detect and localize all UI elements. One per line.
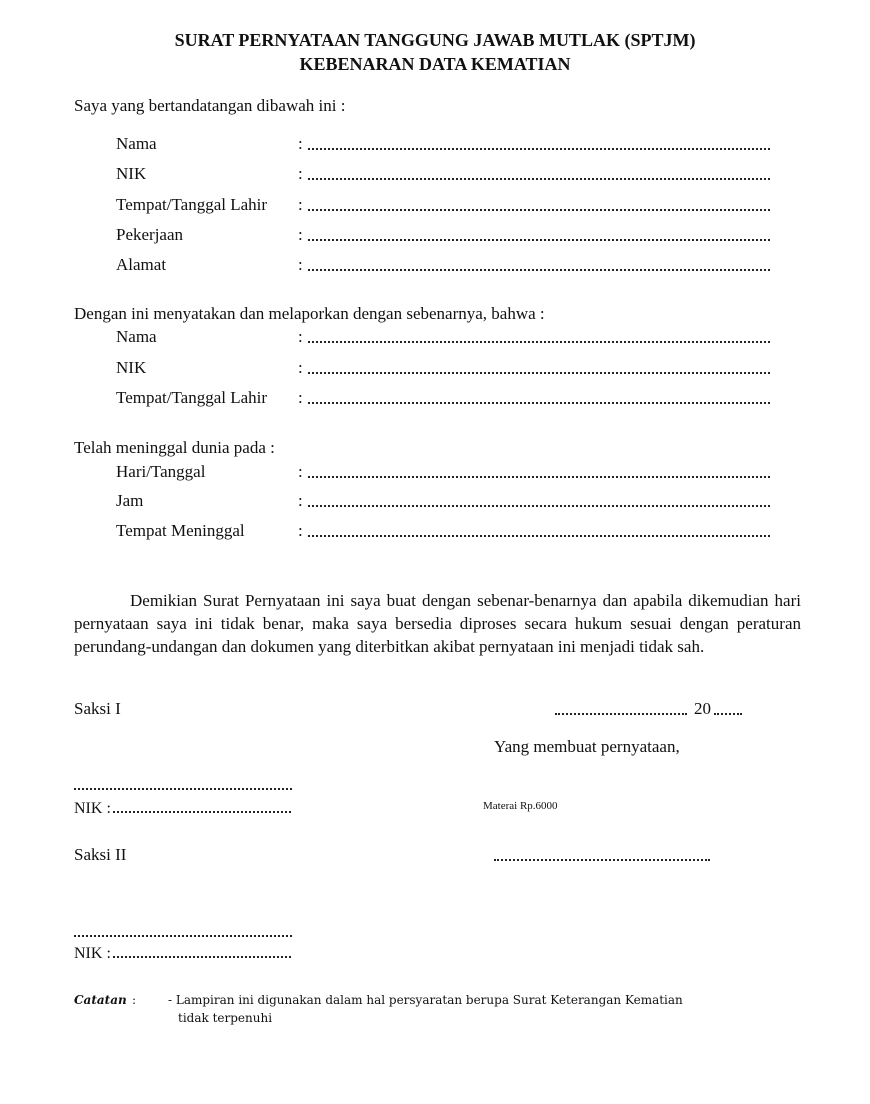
nik-label: NIK : [74, 800, 111, 817]
field-fill-line[interactable] [308, 176, 770, 180]
place-date-fill-line[interactable] [555, 711, 687, 715]
materai-label: Materai Rp.6000 [483, 800, 558, 812]
field-fill-line[interactable] [308, 370, 770, 374]
field-colon: : [298, 134, 303, 153]
field-fill-line[interactable] [308, 237, 770, 241]
field-label-nik: NIK [116, 358, 147, 377]
witness2-label: Saksi II [74, 845, 127, 864]
field-label-alamat: Alamat [116, 255, 167, 274]
field-label-hari-tanggal: Hari/Tanggal [116, 462, 206, 481]
note-line1: - Lampiran ini digunakan dalam hal persyaratan berupa Surat Keterangan Kematian [168, 993, 683, 1007]
field-label-nama: Nama [116, 327, 157, 346]
date-year: 20 [694, 699, 711, 718]
note-colon: : [132, 993, 137, 1007]
year-fill-line[interactable] [714, 711, 742, 715]
nik-fill-line[interactable] [113, 955, 291, 958]
field-fill-line[interactable] [308, 146, 770, 150]
field-fill-line[interactable] [308, 267, 770, 271]
field-colon: : [298, 462, 303, 481]
field-colon: : [298, 195, 303, 214]
section2-heading: Dengan ini menyatakan dan melaporkan dengan sebenarnya, bahwa : [74, 304, 545, 323]
section3-heading: Telah meninggal dunia pada : [74, 438, 275, 457]
field-colon: : [298, 388, 303, 407]
nik-label: NIK : [74, 945, 111, 962]
note-line2: tidak terpenuhi [178, 1011, 273, 1025]
field-colon: : [298, 327, 303, 346]
closing-paragraph [74, 589, 801, 658]
field-fill-line[interactable] [308, 503, 770, 507]
declarant-signature-line[interactable] [494, 857, 710, 861]
field-fill-line[interactable] [308, 207, 770, 211]
witness1-signature-line[interactable] [74, 786, 292, 790]
witness2-nik [74, 945, 291, 963]
intro-text: Saya yang bertandatangan dibawah ini : [74, 96, 346, 115]
field-fill-line[interactable] [308, 400, 770, 404]
field-label-jam: Jam [116, 491, 144, 510]
witness2-signature-line[interactable] [74, 933, 292, 937]
field-colon: : [298, 521, 303, 540]
field-label-nama: Nama [116, 134, 157, 153]
declarant-signature-label: Yang membuat pernyataan, [494, 737, 680, 756]
field-colon: : [298, 164, 303, 183]
field-label-tempat-meninggal: Tempat Meninggal [116, 521, 245, 540]
field-fill-line[interactable] [308, 533, 770, 537]
field-colon: : [298, 225, 303, 244]
field-label-nik: NIK [116, 164, 147, 183]
field-colon: : [298, 491, 303, 510]
field-colon: : [298, 358, 303, 377]
document-title-line1: SURAT PERNYATAAN TANGGUNG JAWAB MUTLAK (SPTJM) [174, 30, 696, 50]
document-title-line2: KEBENARAN DATA KEMATIAN [299, 54, 571, 74]
field-label-pekerjaan: Pekerjaan [116, 225, 184, 244]
field-fill-line[interactable] [308, 474, 770, 478]
field-fill-line[interactable] [308, 339, 770, 343]
field-label-tempat-tanggal-lahir: Tempat/Tanggal Lahir [116, 195, 268, 214]
field-label-tempat-tanggal-lahir: Tempat/Tanggal Lahir [116, 388, 268, 407]
closing-paragraph-text: Demikian Surat Pernyataan ini saya buat dengan sebenar-benarnya dan apabila dikemudian hari pernyataan saya ini tidak benar, maka saya bersedia diproses secara hukum sesuai dengan peraturan perundang-undangan dan dokumen yang diterbitkan akibat pernyataan ini menjadi tidak sah. [74, 591, 801, 656]
witness1-label: Saksi I [74, 699, 121, 718]
witness1-nik [74, 800, 291, 818]
nik-fill-line[interactable] [113, 810, 291, 813]
note-label: Catatan [74, 993, 127, 1007]
field-colon: : [298, 255, 303, 274]
